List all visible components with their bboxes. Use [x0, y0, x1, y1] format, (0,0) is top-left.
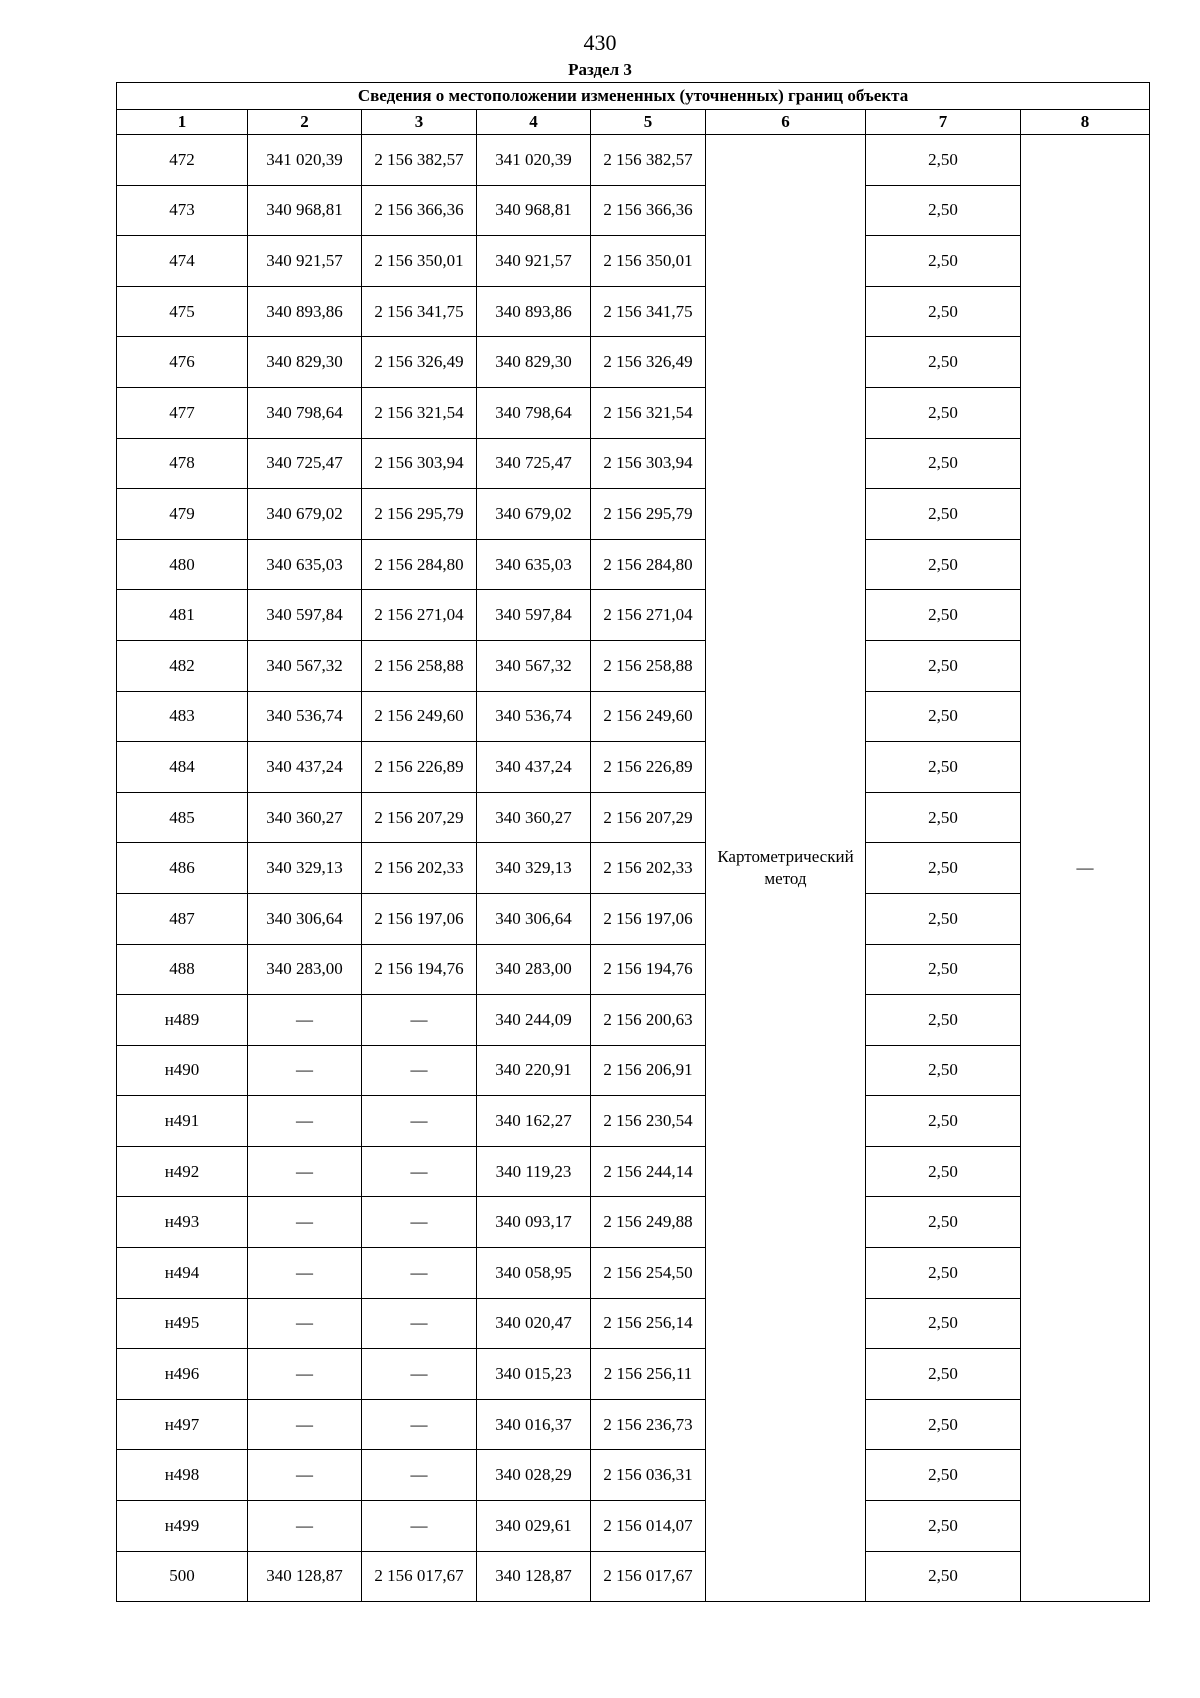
table-row	[117, 742, 1150, 793]
y-new-cell: 2 156 244,14	[591, 1146, 706, 1197]
x-new-cell: 340 360,27	[477, 792, 591, 843]
y-new-cell: 2 156 200,63	[591, 995, 706, 1046]
y-new-cell: 2 156 295,79	[591, 489, 706, 540]
x-new-cell: 340 028,29	[477, 1450, 591, 1501]
x-new-cell: 340 058,95	[477, 1248, 591, 1299]
point-number-cell: н493	[117, 1197, 248, 1248]
error-cell: 2,50	[866, 1399, 1021, 1450]
table-row	[117, 1450, 1150, 1501]
y-new-cell: 2 156 382,57	[591, 135, 706, 186]
error-cell: 2,50	[866, 944, 1021, 995]
point-number-cell: 479	[117, 489, 248, 540]
error-cell: 2,50	[866, 640, 1021, 691]
x-new-cell: 340 283,00	[477, 944, 591, 995]
error-cell: 2,50	[866, 742, 1021, 793]
y-new-cell: 2 156 303,94	[591, 438, 706, 489]
x-new-cell: 340 893,86	[477, 286, 591, 337]
y-new-cell: 2 156 366,36	[591, 185, 706, 236]
y-old-cell: 2 156 194,76	[362, 944, 477, 995]
y-old-cell: 2 156 207,29	[362, 792, 477, 843]
error-cell: 2,50	[866, 1501, 1021, 1552]
y-new-cell: 2 156 197,06	[591, 893, 706, 944]
error-cell: 2,50	[866, 590, 1021, 641]
y-old-cell: 2 156 202,33	[362, 843, 477, 894]
coordinates-table	[116, 82, 1150, 1602]
error-cell: 2,50	[866, 236, 1021, 287]
x-new-cell: 340 329,13	[477, 843, 591, 894]
x-new-cell: 340 725,47	[477, 438, 591, 489]
table-row	[117, 590, 1150, 641]
x-old-cell: 340 679,02	[248, 489, 362, 540]
section-title: Раздел 3	[568, 60, 632, 79]
point-number-cell: 486	[117, 843, 248, 894]
y-new-cell: 2 156 254,50	[591, 1248, 706, 1299]
point-number-cell: н494	[117, 1248, 248, 1299]
point-number-cell: 477	[117, 387, 248, 438]
x-old-cell: —	[248, 1146, 362, 1197]
column-number: 3	[362, 110, 477, 135]
table-row	[117, 1551, 1150, 1602]
error-cell: 2,50	[866, 843, 1021, 894]
x-old-cell: 340 128,87	[248, 1551, 362, 1602]
point-number-cell: 487	[117, 893, 248, 944]
y-old-cell: 2 156 017,67	[362, 1551, 477, 1602]
x-new-cell: 340 015,23	[477, 1349, 591, 1400]
table-row	[117, 944, 1150, 995]
x-old-cell: 340 283,00	[248, 944, 362, 995]
error-cell: 2,50	[866, 1197, 1021, 1248]
column8-cell: —	[1021, 135, 1150, 1602]
y-new-cell: 2 156 236,73	[591, 1399, 706, 1450]
table-row	[117, 792, 1150, 843]
y-old-cell: 2 156 295,79	[362, 489, 477, 540]
table-caption: Сведения о местоположении измененных (уточненных) границ объекта	[117, 83, 1150, 110]
point-number-cell: н492	[117, 1146, 248, 1197]
error-cell: 2,50	[866, 995, 1021, 1046]
point-number-cell: 481	[117, 590, 248, 641]
x-new-cell: 340 029,61	[477, 1501, 591, 1552]
error-cell: 2,50	[866, 1551, 1021, 1602]
column-number: 4	[477, 110, 591, 135]
x-old-cell: 340 968,81	[248, 185, 362, 236]
x-old-cell: —	[248, 1197, 362, 1248]
x-old-cell: 340 437,24	[248, 742, 362, 793]
method-cell: Картометрический метод	[706, 135, 866, 1602]
y-new-cell: 2 156 326,49	[591, 337, 706, 388]
y-old-cell: —	[362, 1248, 477, 1299]
table-row	[117, 1298, 1150, 1349]
table-row	[117, 1197, 1150, 1248]
y-new-cell: 2 156 256,14	[591, 1298, 706, 1349]
page-number: 430	[583, 30, 617, 55]
x-new-cell: 340 567,32	[477, 640, 591, 691]
y-new-cell: 2 156 206,91	[591, 1045, 706, 1096]
y-new-cell: 2 156 014,07	[591, 1501, 706, 1552]
table-row	[117, 1501, 1150, 1552]
x-old-cell: 340 329,13	[248, 843, 362, 894]
x-new-cell: 340 020,47	[477, 1298, 591, 1349]
point-number-cell: н489	[117, 995, 248, 1046]
x-old-cell: —	[248, 1248, 362, 1299]
error-cell: 2,50	[866, 185, 1021, 236]
y-old-cell: 2 156 382,57	[362, 135, 477, 186]
error-cell: 2,50	[866, 1349, 1021, 1400]
y-new-cell: 2 156 321,54	[591, 387, 706, 438]
table-row	[117, 1399, 1150, 1450]
y-new-cell: 2 156 284,80	[591, 539, 706, 590]
y-new-cell: 2 156 017,67	[591, 1551, 706, 1602]
point-number-cell: 480	[117, 539, 248, 590]
error-cell: 2,50	[866, 1146, 1021, 1197]
x-new-cell: 340 798,64	[477, 387, 591, 438]
y-old-cell: —	[362, 1501, 477, 1552]
point-number-cell: н496	[117, 1349, 248, 1400]
y-old-cell: —	[362, 1096, 477, 1147]
table-caption-row	[117, 83, 1150, 110]
error-cell: 2,50	[866, 539, 1021, 590]
table-row	[117, 135, 1150, 186]
x-old-cell: 341 020,39	[248, 135, 362, 186]
y-new-cell: 2 156 271,04	[591, 590, 706, 641]
column-number-row	[117, 110, 1150, 135]
table-row	[117, 893, 1150, 944]
point-number-cell: 483	[117, 691, 248, 742]
table-row	[117, 489, 1150, 540]
error-cell: 2,50	[866, 1248, 1021, 1299]
point-number-cell: 474	[117, 236, 248, 287]
column-number: 7	[866, 110, 1021, 135]
y-new-cell: 2 156 202,33	[591, 843, 706, 894]
table-row	[117, 185, 1150, 236]
point-number-cell: 488	[117, 944, 248, 995]
column-number: 8	[1021, 110, 1150, 135]
table-row	[117, 286, 1150, 337]
point-number-cell: 472	[117, 135, 248, 186]
point-number-cell: н497	[117, 1399, 248, 1450]
table-row	[117, 640, 1150, 691]
x-old-cell: 340 798,64	[248, 387, 362, 438]
y-old-cell: 2 156 249,60	[362, 691, 477, 742]
y-old-cell: —	[362, 995, 477, 1046]
x-new-cell: 340 536,74	[477, 691, 591, 742]
error-cell: 2,50	[866, 893, 1021, 944]
point-number-cell: 475	[117, 286, 248, 337]
y-old-cell: —	[362, 1298, 477, 1349]
x-old-cell: —	[248, 1450, 362, 1501]
x-new-cell: 340 244,09	[477, 995, 591, 1046]
error-cell: 2,50	[866, 337, 1021, 388]
table-row	[117, 236, 1150, 287]
column-number: 2	[248, 110, 362, 135]
x-new-cell: 340 921,57	[477, 236, 591, 287]
y-old-cell: 2 156 350,01	[362, 236, 477, 287]
x-new-cell: 340 016,37	[477, 1399, 591, 1450]
x-new-cell: 341 020,39	[477, 135, 591, 186]
point-number-cell: 500	[117, 1551, 248, 1602]
x-old-cell: 340 725,47	[248, 438, 362, 489]
table-row	[117, 387, 1150, 438]
y-old-cell: 2 156 341,75	[362, 286, 477, 337]
y-old-cell: —	[362, 1399, 477, 1450]
table-row	[117, 691, 1150, 742]
y-old-cell: 2 156 284,80	[362, 539, 477, 590]
error-cell: 2,50	[866, 1096, 1021, 1147]
table-row	[117, 995, 1150, 1046]
y-old-cell: 2 156 326,49	[362, 337, 477, 388]
table-row	[117, 1248, 1150, 1299]
point-number-cell: н495	[117, 1298, 248, 1349]
error-cell: 2,50	[866, 135, 1021, 186]
x-new-cell: 340 119,23	[477, 1146, 591, 1197]
y-old-cell: 2 156 197,06	[362, 893, 477, 944]
table-row	[117, 539, 1150, 590]
table-body	[117, 135, 1150, 1602]
point-number-cell: 478	[117, 438, 248, 489]
x-old-cell: —	[248, 1298, 362, 1349]
y-new-cell: 2 156 258,88	[591, 640, 706, 691]
y-old-cell: 2 156 258,88	[362, 640, 477, 691]
column-number: 1	[117, 110, 248, 135]
y-new-cell: 2 156 256,11	[591, 1349, 706, 1400]
y-old-cell: 2 156 303,94	[362, 438, 477, 489]
y-new-cell: 2 156 036,31	[591, 1450, 706, 1501]
y-old-cell: 2 156 366,36	[362, 185, 477, 236]
point-number-cell: 484	[117, 742, 248, 793]
x-new-cell: 340 635,03	[477, 539, 591, 590]
x-old-cell: —	[248, 1501, 362, 1552]
error-cell: 2,50	[866, 489, 1021, 540]
x-old-cell: 340 360,27	[248, 792, 362, 843]
error-cell: 2,50	[866, 438, 1021, 489]
point-number-cell: н499	[117, 1501, 248, 1552]
x-new-cell: 340 597,84	[477, 590, 591, 641]
x-old-cell: —	[248, 995, 362, 1046]
point-number-cell: 482	[117, 640, 248, 691]
table-row	[117, 843, 1150, 894]
error-cell: 2,50	[866, 1450, 1021, 1501]
table-row	[117, 337, 1150, 388]
x-new-cell: 340 220,91	[477, 1045, 591, 1096]
x-new-cell: 340 128,87	[477, 1551, 591, 1602]
x-old-cell: 340 597,84	[248, 590, 362, 641]
error-cell: 2,50	[866, 1045, 1021, 1096]
x-old-cell: 340 893,86	[248, 286, 362, 337]
column-number: 6	[706, 110, 866, 135]
point-number-cell: н498	[117, 1450, 248, 1501]
x-new-cell: 340 679,02	[477, 489, 591, 540]
y-old-cell: —	[362, 1197, 477, 1248]
point-number-cell: 485	[117, 792, 248, 843]
y-old-cell: —	[362, 1146, 477, 1197]
y-new-cell: 2 156 194,76	[591, 944, 706, 995]
y-new-cell: 2 156 350,01	[591, 236, 706, 287]
x-new-cell: 340 306,64	[477, 893, 591, 944]
x-new-cell: 340 829,30	[477, 337, 591, 388]
table-row	[117, 1349, 1150, 1400]
error-cell: 2,50	[866, 1298, 1021, 1349]
y-new-cell: 2 156 249,60	[591, 691, 706, 742]
y-new-cell: 2 156 230,54	[591, 1096, 706, 1147]
y-new-cell: 2 156 249,88	[591, 1197, 706, 1248]
error-cell: 2,50	[866, 691, 1021, 742]
y-new-cell: 2 156 341,75	[591, 286, 706, 337]
y-new-cell: 2 156 226,89	[591, 742, 706, 793]
point-number-cell: н491	[117, 1096, 248, 1147]
x-old-cell: 340 829,30	[248, 337, 362, 388]
x-new-cell: 340 162,27	[477, 1096, 591, 1147]
point-number-cell: 473	[117, 185, 248, 236]
table-row	[117, 1146, 1150, 1197]
y-old-cell: 2 156 321,54	[362, 387, 477, 438]
x-old-cell: —	[248, 1096, 362, 1147]
y-old-cell: —	[362, 1349, 477, 1400]
y-old-cell: 2 156 226,89	[362, 742, 477, 793]
y-old-cell: —	[362, 1045, 477, 1096]
x-new-cell: 340 093,17	[477, 1197, 591, 1248]
error-cell: 2,50	[866, 792, 1021, 843]
x-old-cell: —	[248, 1045, 362, 1096]
x-old-cell: —	[248, 1349, 362, 1400]
x-old-cell: 340 635,03	[248, 539, 362, 590]
x-old-cell: 340 536,74	[248, 691, 362, 742]
error-cell: 2,50	[866, 286, 1021, 337]
x-old-cell: 340 921,57	[248, 236, 362, 287]
table-row	[117, 1096, 1150, 1147]
error-cell: 2,50	[866, 387, 1021, 438]
x-old-cell: 340 567,32	[248, 640, 362, 691]
table-row	[117, 1045, 1150, 1096]
y-old-cell: —	[362, 1450, 477, 1501]
table-row	[117, 438, 1150, 489]
point-number-cell: н490	[117, 1045, 248, 1096]
point-number-cell: 476	[117, 337, 248, 388]
x-old-cell: —	[248, 1399, 362, 1450]
y-old-cell: 2 156 271,04	[362, 590, 477, 641]
x-new-cell: 340 968,81	[477, 185, 591, 236]
y-new-cell: 2 156 207,29	[591, 792, 706, 843]
x-old-cell: 340 306,64	[248, 893, 362, 944]
x-new-cell: 340 437,24	[477, 742, 591, 793]
column-number: 5	[591, 110, 706, 135]
